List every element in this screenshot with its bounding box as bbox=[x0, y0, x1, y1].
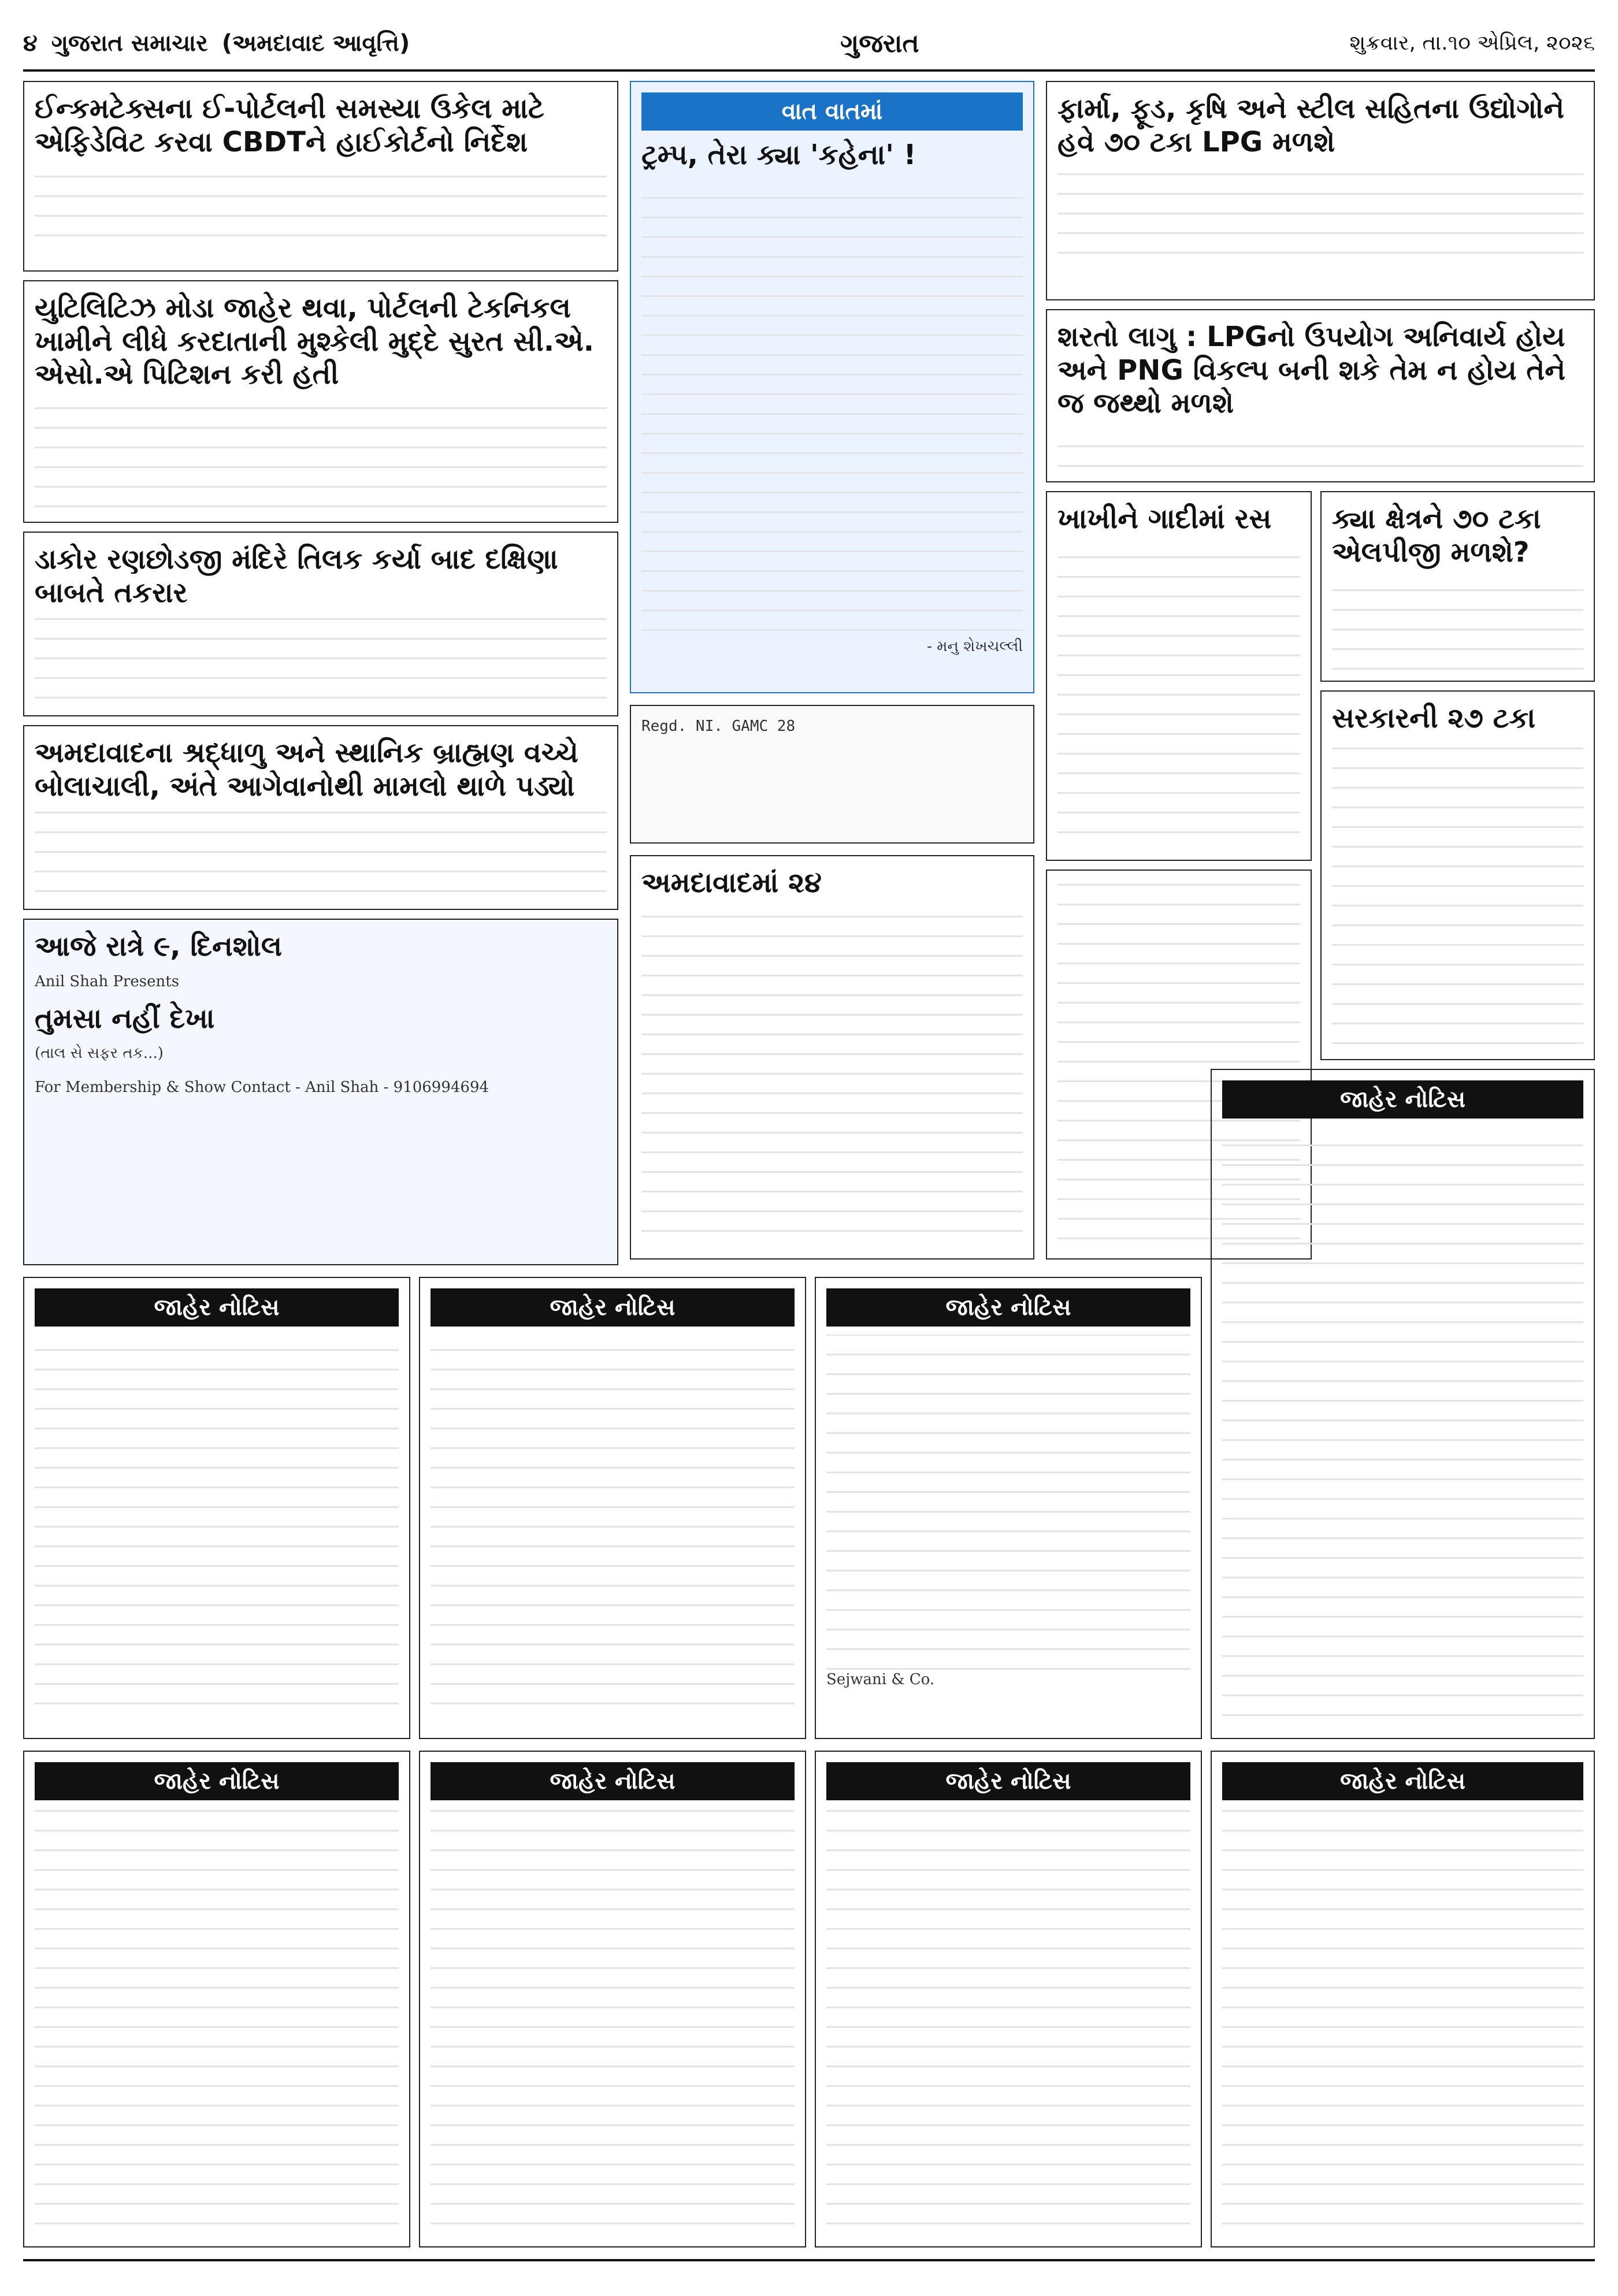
column-byline: - મનુ શેખચલ્લી bbox=[927, 637, 1023, 655]
paper-name: ગુજરાત સમાચાર bbox=[51, 30, 208, 57]
column-body-placeholder bbox=[641, 180, 1023, 631]
story-headline: સરકારની ૨૭ ટકા bbox=[1332, 702, 1536, 734]
event-show-title: તુમસા નહીં દેખા bbox=[35, 1002, 215, 1035]
notice-body-placeholder bbox=[826, 1335, 1190, 1670]
footer-rule bbox=[23, 2259, 1595, 2261]
notice-advocates: Sejwani & Co. bbox=[826, 1671, 935, 1688]
public-notice bbox=[815, 1277, 1202, 1739]
story-body-placeholder bbox=[1057, 544, 1300, 833]
column-headline: ટ્રમ્પ, તેરા ક્યા 'કહેના' ! bbox=[641, 139, 916, 171]
story-lead-left bbox=[23, 81, 618, 272]
story-body-placeholder bbox=[1057, 429, 1583, 482]
vaat-vaat-ma-column bbox=[630, 81, 1034, 693]
story-dakor bbox=[23, 532, 618, 716]
event-contact: For Membership & Show Contact - Anil Shah - 9106994694 bbox=[35, 1079, 489, 1097]
story-headline: ખાખીને ગાદીમાં રસ bbox=[1057, 503, 1272, 535]
story-headline: યુટિલિટિઝ મોડા જાહેર થવા, પોર્ટલની ટેકનિકલ ખામીને લીધે કરદાતાની મુશ્કેલી મુદ્દે સુરત સી.એ. એસો.એ પિટિશન કરી હતી bbox=[35, 292, 594, 391]
story-headline: ક્યા ક્ષેત્રને ૭૦ ટકા એલપીજી મળશે? bbox=[1332, 503, 1541, 569]
story-body-placeholder bbox=[1332, 744, 1583, 1044]
story-headline: ડાકોર રણછોડજી મંદિરે તિલક કર્યા બાદ દક્ષિણા બાબતે તકરાર bbox=[35, 543, 558, 609]
edition: (અમદાવાદ આવૃત્તિ) bbox=[221, 30, 410, 57]
notice-body-placeholder bbox=[826, 1808, 1190, 2224]
notice-heading: જાહેર નોટિસ bbox=[1222, 1762, 1583, 1800]
story-body-placeholder bbox=[35, 811, 607, 892]
notice-heading: જાહેર નોટિસ bbox=[826, 1762, 1190, 1800]
public-notice bbox=[23, 1277, 410, 1739]
story-lpg-lead bbox=[1046, 81, 1595, 300]
notice-body-placeholder bbox=[431, 1808, 795, 2224]
notice-heading: જાહેર નોટિસ bbox=[35, 1288, 399, 1327]
story-headline: ફાર્મા, ફૂડ, કૃષિ અને સ્ટીલ સહિતના ઉદ્યોગોને હવે ૭૦ ટકા LPG મળશે bbox=[1057, 92, 1565, 158]
story-body-placeholder bbox=[35, 400, 607, 523]
notice-body-placeholder bbox=[431, 1335, 795, 1704]
story-body-placeholder bbox=[35, 618, 607, 699]
story-headline: શરતો લાગુ : LPGનો ઉપયોગ અનિવાર્ય હોય અને PNG વિકલ્પ બની શકે તેમ ન હોય તેને જ જથ્થો મળશે bbox=[1057, 321, 1566, 420]
registration-box bbox=[630, 705, 1034, 844]
section-name: ગુજરાત bbox=[840, 28, 919, 58]
notice-body-placeholder bbox=[1222, 1127, 1583, 1716]
column-title: વાત વાતમાં bbox=[641, 92, 1023, 131]
story-headline: ઈન્કમટેક્સના ઈ-પોર્ટલની સમસ્યા ઉકેલ માટે એફિડેવિટ કરવા CBDTને હાઈકોર્ટનો નિર્દેશ bbox=[35, 92, 544, 158]
event-headline: આજે રાત્રે ૯, દિનશોલ bbox=[35, 930, 283, 963]
notice-body-placeholder bbox=[35, 1335, 399, 1704]
masthead bbox=[23, 17, 1595, 72]
notice-heading: જાહેર નોટિસ bbox=[826, 1288, 1190, 1327]
public-notice bbox=[1211, 1751, 1595, 2247]
notice-heading: જાહેર નોટિસ bbox=[35, 1762, 399, 1800]
public-notice bbox=[815, 1751, 1202, 2247]
story-body-placeholder bbox=[35, 167, 607, 236]
masthead-left bbox=[23, 30, 410, 57]
public-notice bbox=[419, 1751, 806, 2247]
story-sarkar-27 bbox=[1320, 690, 1595, 1060]
story-headline: અમદાવાદમાં ૨૪ bbox=[641, 867, 822, 899]
public-notice bbox=[1211, 1069, 1595, 1739]
registration-number: Regd. NI. GAMC 28 bbox=[641, 718, 796, 735]
public-notice bbox=[23, 1751, 410, 2247]
story-body-placeholder bbox=[1332, 577, 1583, 670]
event-presenter: Anil Shah Presents bbox=[35, 972, 180, 990]
story-water-shortage bbox=[1046, 491, 1312, 861]
event-advertisement bbox=[23, 919, 618, 1265]
story-lpg-condition bbox=[1046, 309, 1595, 482]
story-body-placeholder bbox=[1057, 167, 1583, 254]
public-notice bbox=[419, 1277, 806, 1739]
notice-heading: જાહેર નોટિસ bbox=[1222, 1080, 1583, 1119]
page-number: ૪ bbox=[23, 30, 38, 57]
notice-heading: જાહેર નોટિસ bbox=[431, 1288, 795, 1327]
notice-body-placeholder bbox=[35, 1808, 399, 2224]
issue-date: શુક્રવાર, તા.૧૦ એપ્રિલ, ૨૦૨૬ bbox=[1349, 31, 1595, 55]
story-body-placeholder bbox=[641, 908, 1023, 1232]
story-which-sector bbox=[1320, 491, 1595, 682]
story-headline: અમદાવાદના શ્રદ્ધાળુ અને સ્થાનિક બ્રાહ્મણ વચ્ચે બોલાચાલી, અંતે આગેવાનોથી મામલો થાળે પડ્યો bbox=[35, 737, 578, 803]
notice-heading: જાહેર નોટિસ bbox=[431, 1762, 795, 1800]
event-tagline: (તાલ સે સફર તક...) bbox=[35, 1045, 164, 1062]
notice-body-placeholder bbox=[1222, 1808, 1583, 2224]
newspaper-page bbox=[23, 17, 1595, 2279]
story-ahmedabad-24 bbox=[630, 855, 1034, 1260]
story-utilities bbox=[23, 280, 618, 523]
story-ahmedabad-brahmins bbox=[23, 725, 618, 910]
